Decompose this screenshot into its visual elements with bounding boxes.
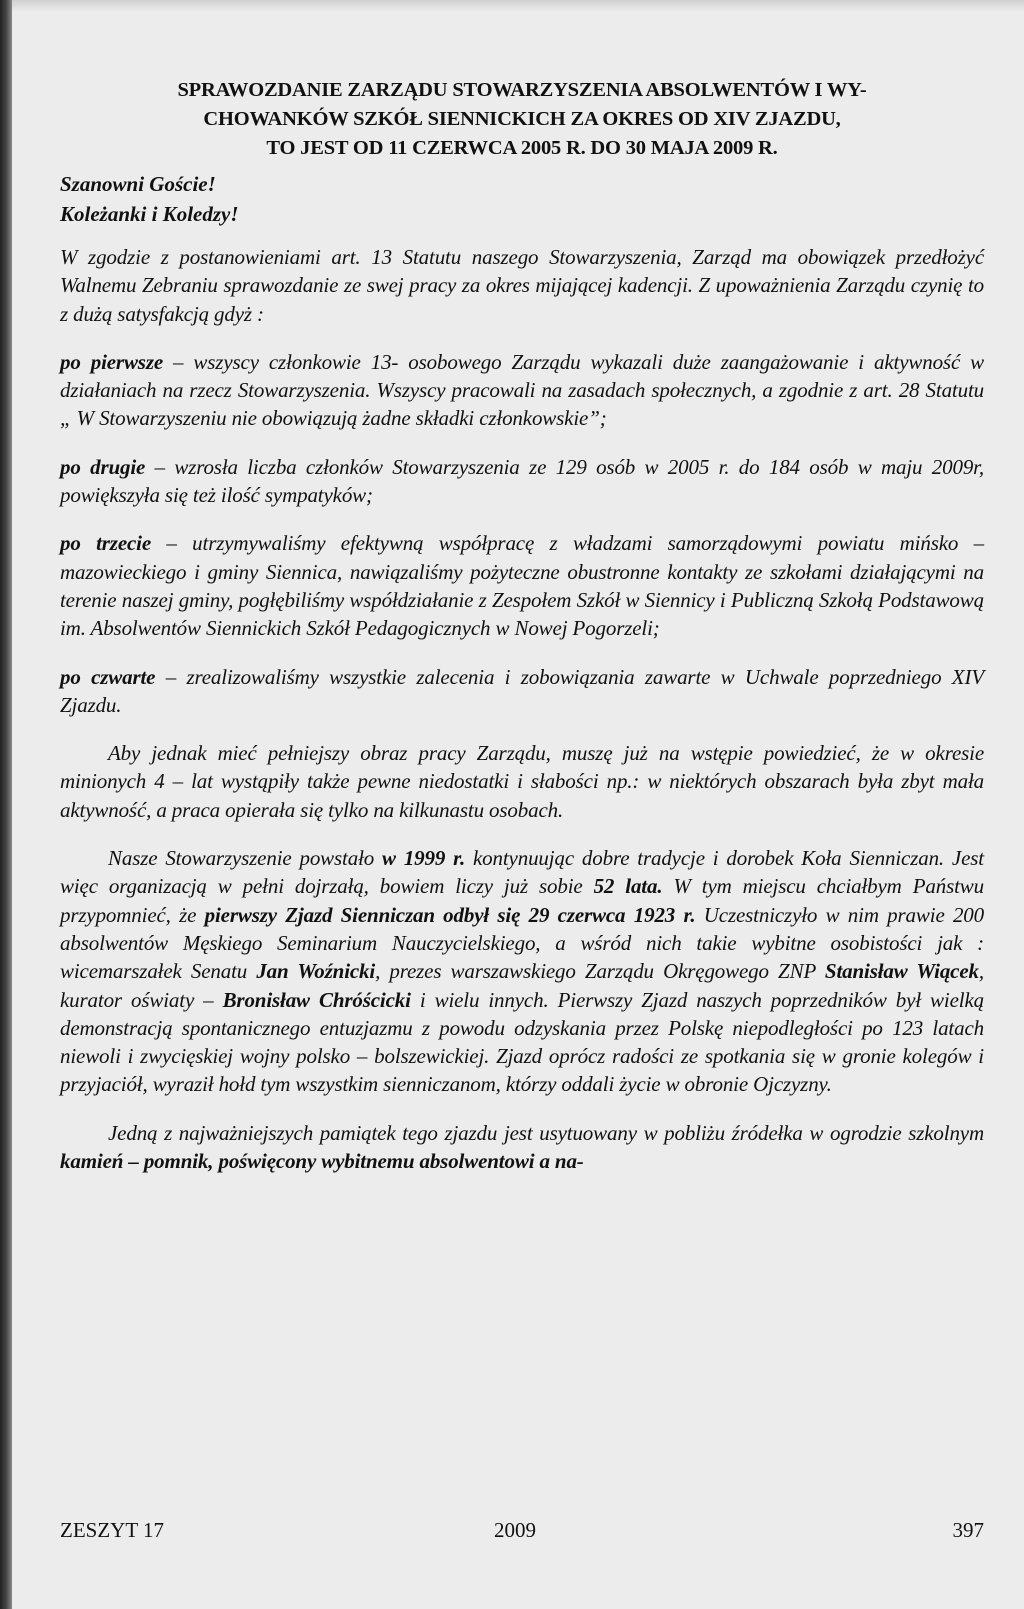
history-bold-1: w 1999 r.: [382, 846, 466, 871]
point-second: [60, 453, 984, 510]
monument-bold-1: kamień – pomnik, poświęcony wybitnemu absolwentowi a na-: [60, 1149, 584, 1174]
heading-line-1: SPRAWOZDANIE ZARZĄDU STOWARZYSZENIA ABSOLWENTÓW I WY-: [177, 79, 867, 101]
scan-binding-edge: [0, 0, 12, 1609]
history-bold-5: Stanisław Wiącek: [824, 959, 979, 984]
greeting-colleagues: Koleżanki i Koledzy!: [60, 202, 239, 226]
footer-year: 2009: [494, 1518, 536, 1542]
shortcomings-paragraph: Aby jednak mieć pełniejszy obraz pracy Zarządu, muszę już na wstępie powiedzieć, że w okresie minionych 4 – lat wystąpiły także pewne niedostatki i słabości np.: w niektórych obszarach była zbyt mała aktywność, a praca opierała się tylko na kilkunastu osobach.: [60, 741, 984, 822]
footer-journal: ZESZYT 17: [60, 1518, 165, 1542]
point-fourth-text: – zrealizowaliśmy wszystkie zalecenia i zobowiązania zawarte w Uchwale poprzedniego XIV Zjazdu.: [60, 664, 984, 717]
point-third-lead: po trzecie: [60, 531, 152, 556]
point-second-lead: po drugie: [60, 454, 146, 479]
history-text-3: W tym miejscu chciałbym Państwu przypomnieć, że: [60, 874, 984, 927]
point-first: [60, 348, 984, 433]
point-second-text: – wzrosła liczba członków Stowarzyszenia ze 129 osób w 2005 r. do 184 osób w maju 2009r, powiększyła się też ilość sympatyków;: [60, 454, 984, 508]
history-text-1: Nasze Stowarzyszenie powstało: [108, 846, 383, 871]
history-text-6: , kurator oświaty –: [60, 959, 984, 1012]
point-first-lead: po pierwsze: [60, 349, 164, 374]
report-heading: [60, 76, 984, 163]
monument-paragraph: [60, 1119, 984, 1176]
history-bold-6: Bronisław Chróścicki: [222, 987, 411, 1012]
history-bold-2: 52 lata.: [593, 874, 663, 899]
monument-text-1: Jedną z najważniejszych pamiątek tego zjazdu jest usytuowany w pobliżu źródełka w ogrodzie szkolnym: [108, 1120, 984, 1145]
point-third: [60, 529, 984, 642]
greeting-guests: Szanowni Goście!: [60, 172, 216, 196]
history-text-4: Uczestniczyło w nim prawie 200 absolwentów Męskiego Seminarium Nauczycielskiego, a wśród nich takie wybitne osobistości jak : wicemarszałek Senatu: [60, 902, 984, 984]
history-text-5: , prezes warszawskiego Zarządu Okręgowego ZNP: [375, 959, 825, 984]
intro-paragraph: W zgodzie z postanowieniami art. 13 Statutu naszego Stowarzyszenia, Zarząd ma obowiązek przedłożyć Walnemu Zebraniu sprawozdanie ze swej pracy za okres mijającej kadencji. Z upoważnienia Zarządu czynię to z dużą satysfakcją gdyż :: [60, 245, 984, 326]
heading-line-2: CHOWANKÓW SZKÓŁ SIENNICKICH ZA OKRES OD XIV ZJAZDU,: [203, 108, 841, 130]
heading-line-3: TO JEST OD 11 CZERWCA 2005 R. DO 30 MAJA 2009 R.: [266, 137, 778, 159]
page-content: [60, 76, 984, 1175]
point-fourth: [60, 663, 984, 720]
history-bold-4: Jan Woźnicki: [256, 959, 376, 984]
history-bold-3: pierwszy Zjazd Sienniczan odbył się 29 czerwca 1923 r.: [204, 902, 696, 927]
history-text-2: kontynuując dobre tradycje i dorobek Koła Sienniczan. Jest więc organizacją w pełni dojrzałą, bowiem liczy już sobie: [60, 846, 984, 899]
point-fourth-lead: po czwarte: [60, 664, 156, 689]
history-paragraph: [60, 844, 984, 1099]
footer-page-number: 397: [952, 1518, 984, 1542]
scan-top-edge: [0, 0, 1024, 12]
point-first-text: – wszyscy członkowie 13- osobowego Zarządu wykazali duże zaangażowanie i aktywność w działaniach na rzecz Stowarzyszenia. Wszyscy pracowali na zasadach społecznych, a zgodnie z art. 28 Statutu „ W Stowarzyszeniu nie obowiązują żadne składki członkowskie”;: [60, 349, 984, 431]
page-footer: [60, 1518, 984, 1552]
history-text-7: i wielu innych. Pierwszy Zjazd naszych poprzedników był wielką demonstracją spontanicznego entuzjazmu z powodu odzyskania przez Polskę niepodległości po 123 latach niewoli i zwycięskiej wojny polsko – bolszewickiej. Zjazd oprócz radości ze spotkania się w gronie kolegów i przyjaciół, wyraził hołd tym wszystkim sienniczanom, którzy oddali życie w obronie Ojczyzny.: [60, 987, 984, 1097]
point-third-text: – utrzymywaliśmy efektywną współpracę z władzami samorządowymi powiatu mińsko – mazowieckiego i gminy Siennica, nawiązaliśmy pożyteczne obustronne kontakty ze szkołami działającymi na terenie naszej gminy, pogłębiliśmy współdziałanie z Zespołem Szkół w Siennicy i Publiczną Szkołą Podstawową im. Absolwentów Siennickich Szkół Pedagogicznych w Nowej Pogorzeli;: [60, 531, 984, 641]
